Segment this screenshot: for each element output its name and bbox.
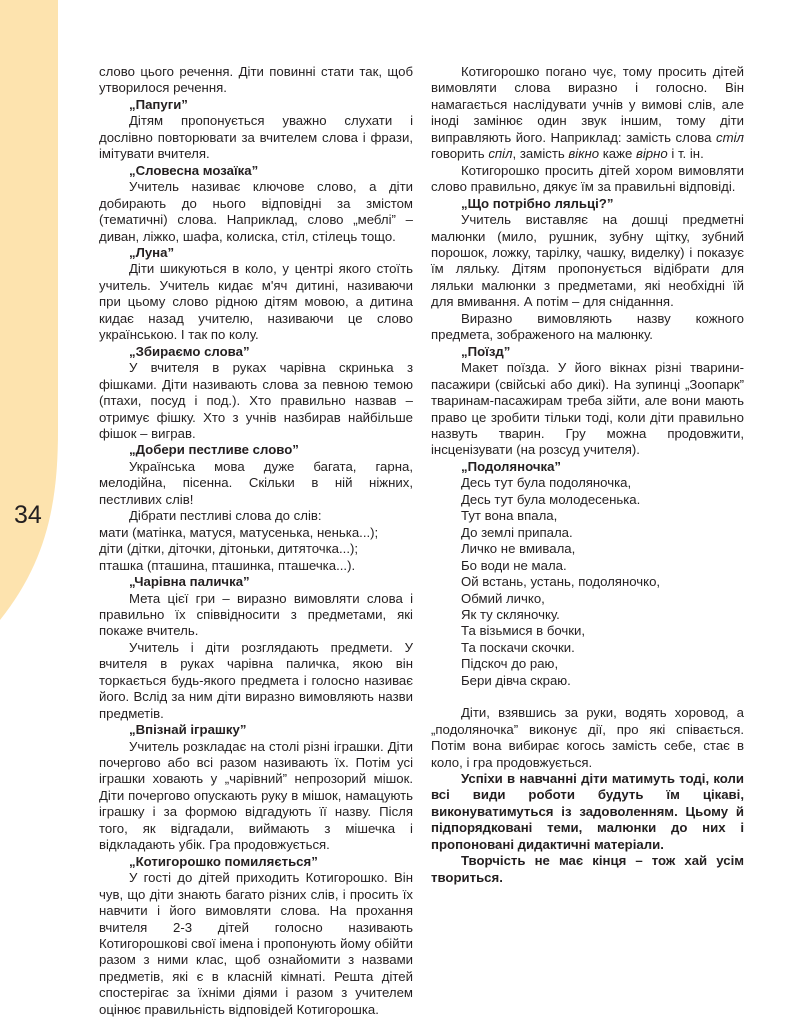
game-title-luna: „Луна” (129, 244, 175, 260)
page-number: 34 (14, 501, 42, 529)
game-title-poizd: „Поїзд” (461, 343, 511, 359)
paragraph: Котигорошко просить дітей хором вимовляти слово правильно, дякує їм за правильні відповіді. (431, 162, 744, 195)
list-item: мати (матінка, матуся, матусенька, ненька...); (99, 524, 379, 540)
verse-line: Підскоч до раю, (461, 656, 559, 672)
right-column (431, 64, 744, 886)
paragraph: У вчителя в руках чарівна скринька з фішками. Діти називають слова за певною темою (птахи, посуд і под.). Хто правильно назвав – отримує фішку. Хто з учнів назбирав найбільше фішок – виграв. (99, 360, 413, 441)
paragraph: У гості до дітей приходить Котигорошко. Він чув, що діти знають багато різних слів, і просить їх навчити і його вимовляти слова. На прохання вчителя 2-3 дітей голосно називають Котигорошкові свої імена і пропонують йому обійти разом з ними клас, щоб ознайомити з назвами предметів, які є в класній кімнаті. Решта дітей спостерігає за їхніми діями і разом з учителем оцінює правильність відповідей Котигорошка. (99, 870, 413, 1017)
paragraph: Мета цієї гри – виразно вимовляти слова і правильно їх співвідносити з предметами, які покаже вчитель. (99, 590, 413, 639)
list-item: пташка (пташина, пташинка, пташечка...). (99, 557, 356, 573)
paragraph: Діти, взявшись за руки, водять хоровод, а „подоляночка” виконує дії, про які співається. Потім вона вибирає когось замість себе, стає в коло, і гра продовжується. (431, 705, 744, 770)
game-title-lialka: „Що потрібно ляльці?” (461, 195, 614, 211)
paragraph: Дібрати пестливі слова до слів: (129, 508, 322, 524)
italic-word: вікно (568, 146, 600, 162)
verse-line: Тут вона впала, (461, 508, 558, 524)
verse-line: Десь тут була подоляночка, (461, 475, 632, 491)
paragraph: Виразно вимовляють назву кожного предмета, зображеного на малюнку. (431, 310, 744, 343)
verse-line: Обмий личко, (461, 590, 545, 606)
paragraph: Учитель називає ключове слово, а діти добирають до нього відповідні за змістом (тематичні) слова. Наприклад, слово „меблі” – диван, ліжко, шафа, колиска, стіл, стілець тощо. (99, 179, 413, 244)
text-run: каже (599, 146, 636, 162)
verse-line: До землі припала. (461, 524, 573, 540)
verse-line: Та поскачи скочки. (461, 639, 575, 655)
conclusion-paragraph: Успіхи в навчанні діти матимуть тоді, коли всі види роботи будуть їм цікаві, виконуватимуться із задоволенням. Цьому й підпорядковані теми, малюнки до них і пропоновані дидактичні матеріали. (431, 771, 744, 852)
paragraph (431, 64, 744, 163)
conclusion-paragraph: Творчість не має кінця – тож хай усім твориться. (431, 853, 744, 885)
game-title-zbyraiemo: „Збираємо слова” (129, 343, 250, 359)
verse-line: Як ту скляночку. (461, 606, 560, 622)
italic-word: вірно (635, 146, 668, 162)
paragraph: Українська мова дуже багата, гарна, мелодійна, пісенна. Скільки в ній ніжних, пестливих слів! (99, 458, 413, 507)
spacer (431, 689, 744, 705)
verse-line: Та візьмися в бочки, (461, 623, 586, 639)
italic-word: стіл (716, 129, 744, 145)
paragraph: слово цього речення. Діти повинні стати так, щоб утворилося речення. (99, 64, 413, 96)
game-title-ihrashka: „Впізнай іграшку” (129, 722, 247, 738)
game-title-palychka: „Чарівна паличка” (129, 574, 250, 590)
text-run: і т. ін. (667, 146, 704, 162)
list-item: діти (дітки, діточки, дітоньки, дитяточка...); (99, 541, 359, 557)
game-title-kotyhoroshko: „Котигорошко помиляється” (129, 853, 318, 869)
paragraph: Діти шикуються в коло, у центрі якого стоїть учитель. Учитель кидає м'яч дитині, називаючи при цьому слово рідною дітям мовою, а дитина кидає назад учителю, називаючи це слово українською. І так по колу. (99, 261, 413, 343)
paragraph: Учитель виставляє на дошці предметні малюнки (мило, рушник, зубну щітку, зубний порошок, ложку, тарілку, чашку, виделку) і показує їм ляльку. Дітям пропонується відібрати для ляльки малюнки з предметами, які необхідні їй для вмивання. А потім – для сніданння. (431, 212, 744, 310)
paragraph: Макет поїзда. У його вікнах різні тварини-пасажири (свійські або дикі). На зупинці „Зоопарк” тваринам-пасажирам треба зійти, але вони мають право це зробити тільки тоді, коли діти правильно назвуть тварин. Гру можна продовжити, інсценізувати (на розсуд учителя). (431, 360, 744, 458)
verse-line: Личко не вмивала, (461, 541, 576, 557)
italic-word: спіл (488, 146, 513, 162)
text-run: Котигорошко погано чує, тому просить дітей вимовляти слова виразно і голосно. Він намагається наслідувати учнів у вимові слів, але іноді замінює один звук іншим, тому діти виправляють його. Наприклад: замість слова (431, 64, 744, 145)
game-title-pestlyve: „Добери пестливе слово” (129, 442, 299, 458)
game-title-podolianochka: „Подоляночка” (461, 458, 562, 474)
verse-line: Десь тут була молодесенька. (461, 491, 641, 507)
verse-line: Бо води не мала. (461, 557, 567, 573)
game-title-mozaika: „Словесна мозаїка” (129, 162, 259, 178)
left-column (99, 64, 413, 1018)
text-run: говорить (431, 146, 489, 162)
verse-line: Бери дівча скраю. (461, 672, 571, 688)
game-title-papuhy: „Папуги” (129, 96, 188, 112)
paragraph: Дітям пропонується уважно слухати і дослівно повторювати за вчителем слова і фрази, імітувати вчителя. (99, 113, 413, 162)
paragraph: Учитель і діти розглядають предмети. У вчителя в руках чарівна паличка, якою він торкається будь-якого предмета і голосно називає його. Вслід за ним діти виразно вимовляють назви предметів. (99, 639, 413, 721)
verse-line: Ой встань, устань, подоляночко, (461, 574, 661, 590)
paragraph: Учитель розкладає на столі різні іграшки. Діти почергово або всі разом називають їх. Потім усі іграшки ховають у „чарівний” непрозорий мішок. Діти почергово опускають руку в мішок, намацують іграшку і за формою відгадують її назву. Після того, як відгадали, виймають з мішечка і відкладають убік. Гра продовжується. (99, 738, 413, 853)
text-run: , замість (512, 146, 569, 162)
